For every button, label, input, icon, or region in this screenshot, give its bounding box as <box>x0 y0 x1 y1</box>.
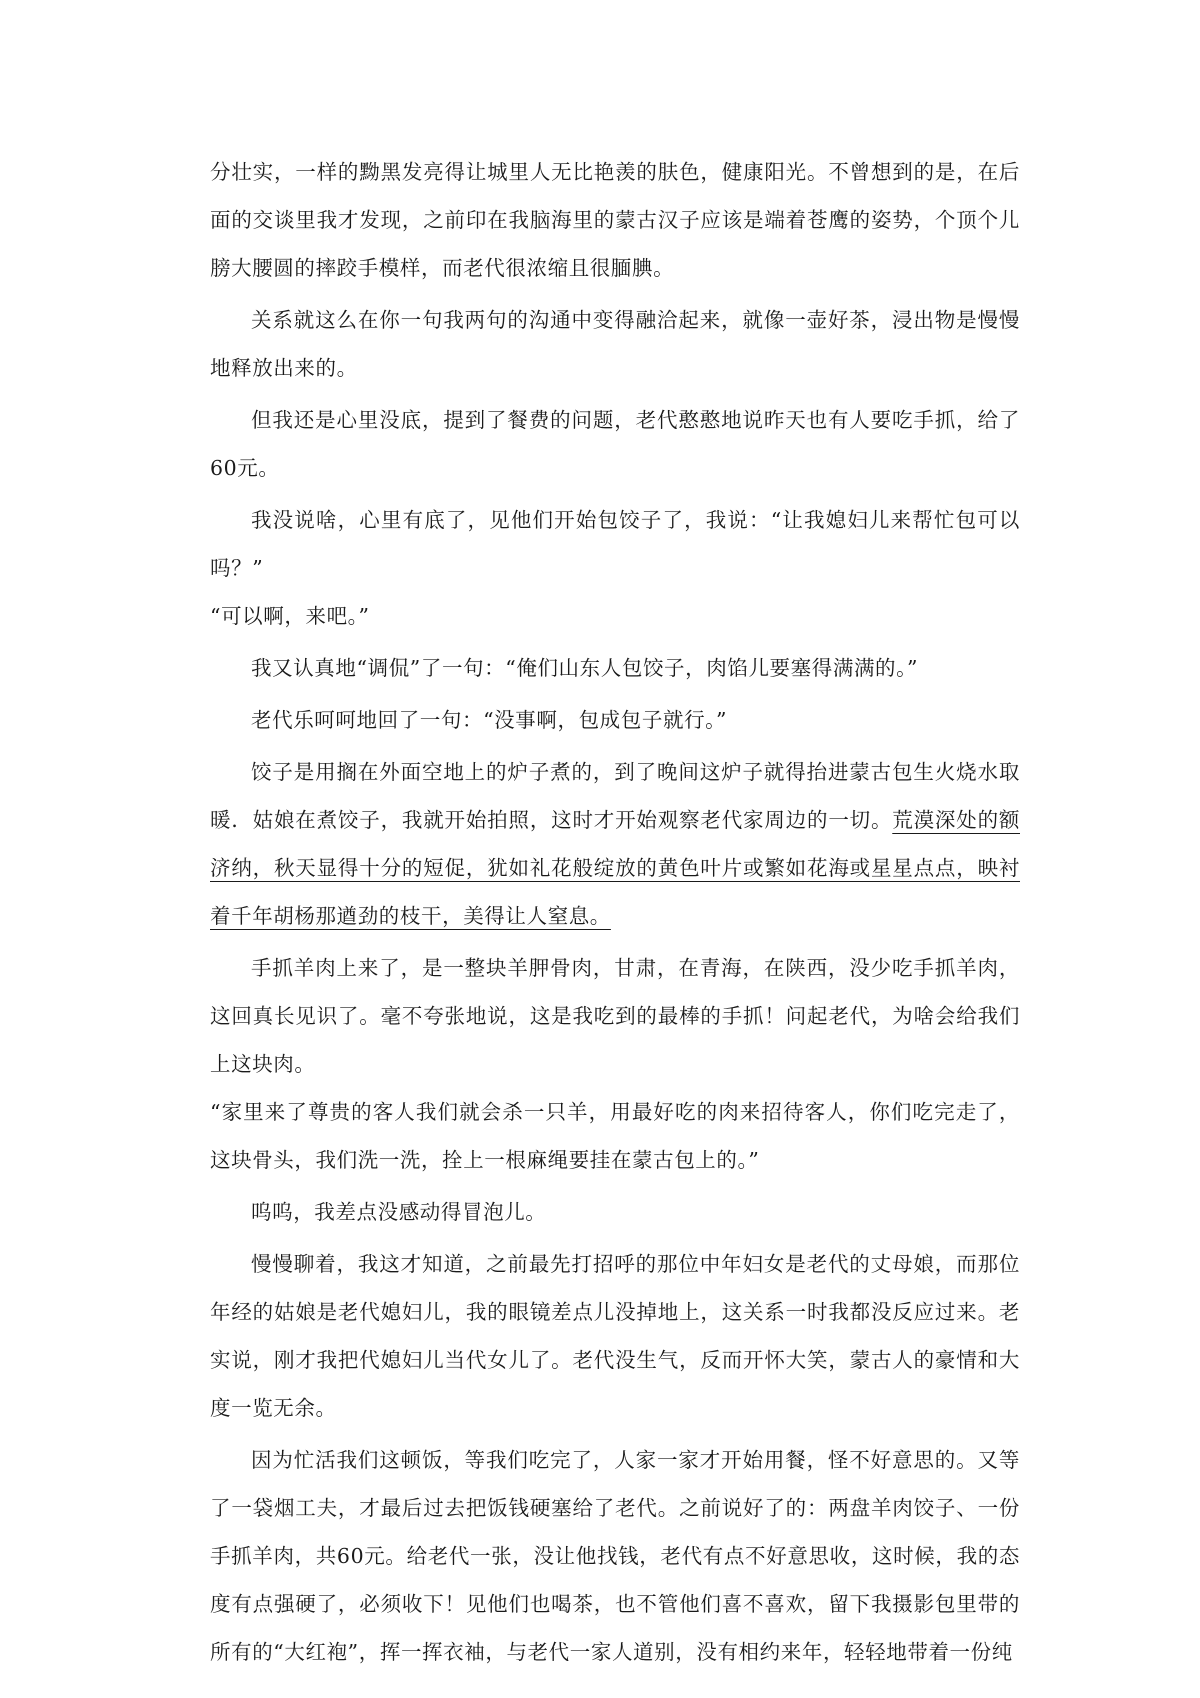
stove-text: 饺子是用搁在外面空地上的炉子煮的，到了晚间这炉子就得抬进蒙古包生火烧水取暖．姑娘在煮饺子，我就开始拍照，这时才开始观察老代家周边的一切。 <box>210 760 1020 832</box>
paragraph-family-reveal: 慢慢聊着，我这才知道，之前最先打招呼的那位中年妇女是老代的丈母娘，而那位年经的姑娘是老代媳妇儿，我的眼镜差点儿没掉地上，这关系一时我都没反应过来。老实说，刚才我把代媳妇儿当代女儿了。老代没生气，反而开怀大笑，蒙古人的豪情和大度一览无余。 <box>210 1252 1020 1420</box>
paragraph-continuation: 分壮实，一样的黝黑发亮得让城里人无比艳羡的肤色，健康阳光。不曾想到的是，在后面的交谈里我才发现，之前印在我脑海里的蒙古汉子应该是端着苍鹰的姿势，个顶个儿膀大腰圆的摔跤手模样，而老代很浓缩且很腼腆。 <box>210 160 1020 280</box>
paragraph-mutton: 手抓羊肉上来了，是一整块羊胛骨肉，甘肃，在青海，在陕西，没少吃手抓羊肉，这回真长见识了。毫不夸张地说，这是我吃到的最棒的手抓！问起老代，为啥会给我们上这块肉。 <box>210 956 1020 1076</box>
paragraph-dumplings-request: 我没说啥，心里有底了，见他们开始包饺子了，我说：“让我媳妇儿来帮忙包可以吗？” <box>210 508 1020 580</box>
paragraph-farewell: 因为忙活我们这顿饭，等我们吃完了，人家一家才开始用餐，怪不好意思的。又等了一袋烟工夫，才最后过去把饭钱硬塞给了老代。之前说好了的：两盘羊肉饺子、一份手抓羊肉，共60元。给老代一张，没让他找钱，老代有点不好意思收，这时候，我的态度有点强硬了，必须收下！见他们也喝茶，也不管他们喜不喜欢，留下我摄影包里带的所有的“大红袍”，挥一挥衣袖，与老代一家人道别，没有相约来年，轻轻地带着一份纯 <box>210 1448 1020 1664</box>
paragraph-reply-welcome: “可以啊，来吧。” <box>210 604 370 628</box>
paragraph-shandong-joke: 我又认真地“调侃”了一句：“俺们山东人包饺子，肉馅儿要塞得满满的。” <box>251 656 919 680</box>
paragraph-touched: 呜呜，我差点没感动得冒泡儿。 <box>251 1200 547 1224</box>
paragraph-laodai-reply: 老代乐呵呵地回了一句：“没事啊，包成包子就行。” <box>251 708 728 732</box>
paragraph-stove-scenery <box>210 748 1020 940</box>
paragraph-relationship: 关系就这么在你一句我两句的沟通中变得融洽起来，就像一壶好茶，浸出物是慢慢地释放出来的。 <box>210 308 1020 380</box>
paragraph-meal-cost: 但我还是心里没底，提到了餐费的问题，老代憨憨地说昨天也有人要吃手抓，给了60元。 <box>210 408 1020 480</box>
underlined-scenery-text: 荒漠深处的额济纳，秋天显得十分的短促，犹如礼花般绽放的黄色叶片或繁如花海或星星点点，映衬着千年胡杨那遒劲的枝干，美得让人窒息。 <box>210 808 1020 928</box>
article-body <box>210 148 1020 1680</box>
paragraph-host-quote: “家里来了尊贵的客人我们就会杀一只羊，用最好吃的肉来招待客人，你们吃完走了，这块骨头，我们洗一洗，拴上一根麻绳要挂在蒙古包上的。” <box>210 1100 1020 1172</box>
